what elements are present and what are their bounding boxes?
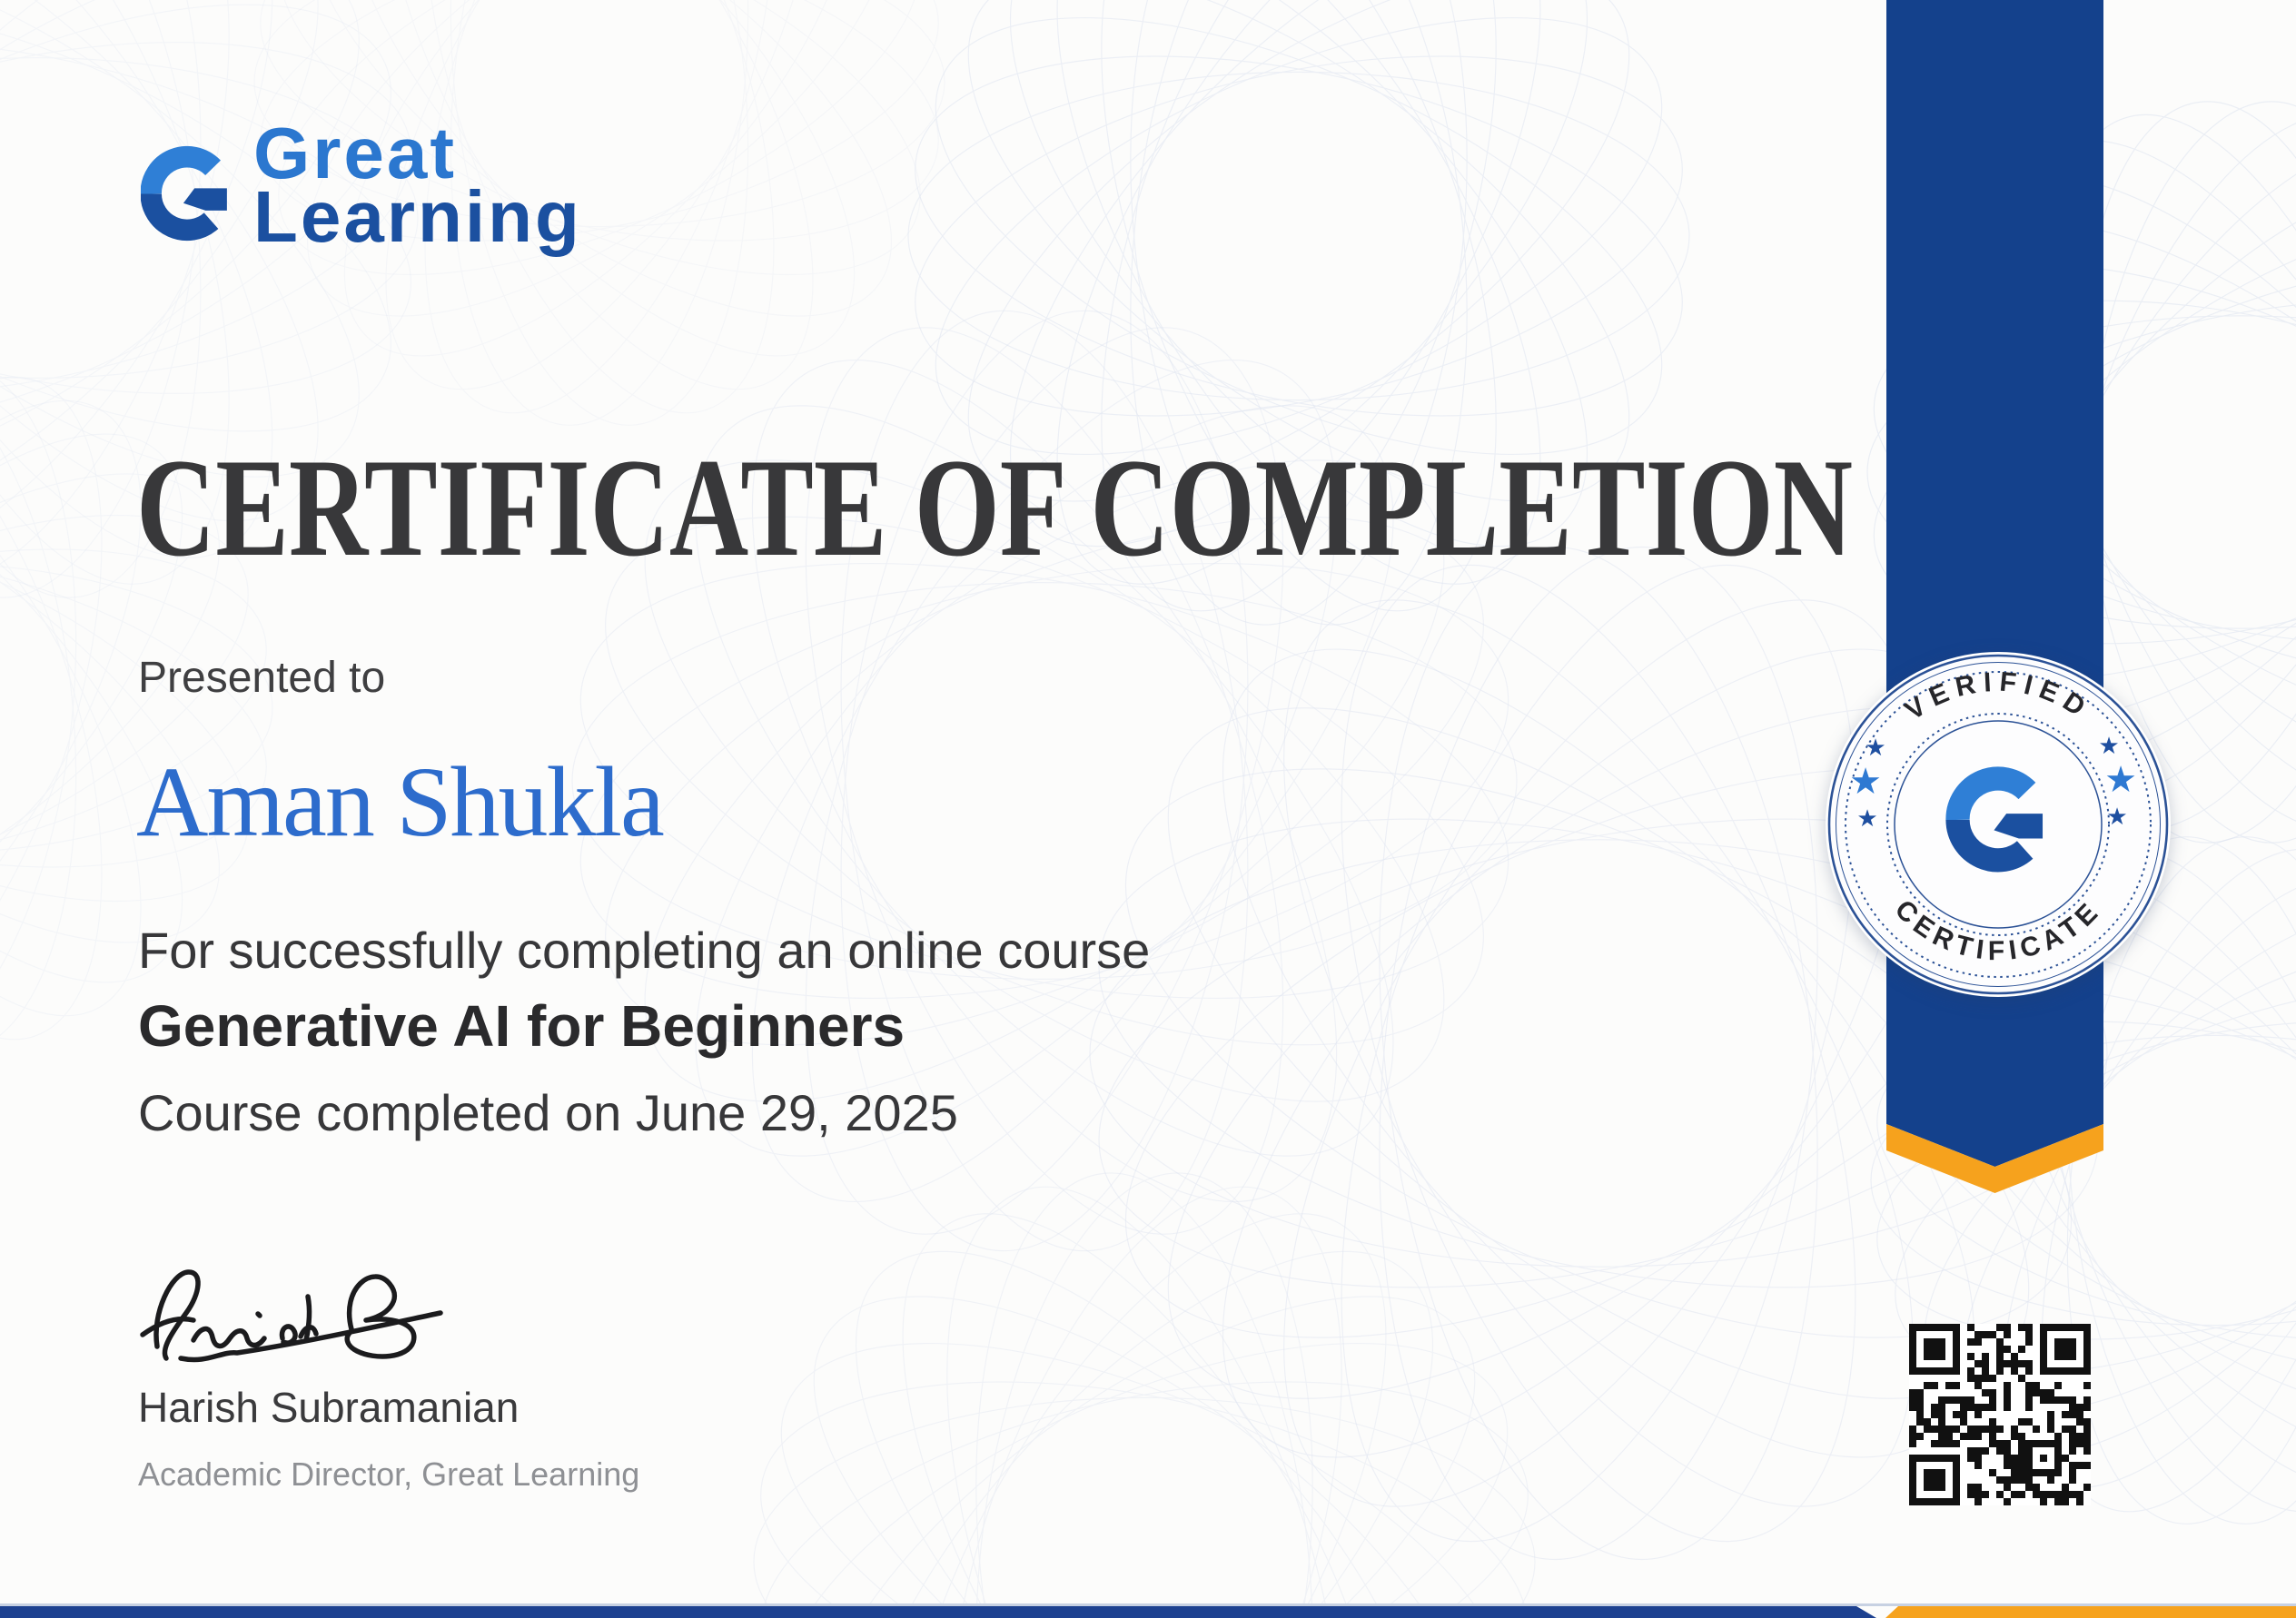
star-icon: ★ (1865, 734, 1886, 761)
brand-word-great: Great (253, 113, 457, 193)
recipient-name: Aman Shukla (136, 746, 663, 857)
footer-accent-line (0, 1603, 2296, 1606)
star-icon: ★ (2104, 760, 2137, 800)
great-learning-g-icon (141, 134, 233, 253)
badge-bottom-text: CERTIFICATE (1888, 894, 2108, 967)
footer-navy-bar (0, 1606, 1876, 1618)
certificate-title: CERTIFICATE OF COMPLETION (136, 429, 1854, 586)
badge-top-text: VERIFIED (1899, 666, 2097, 726)
presented-to-label: Presented to (138, 654, 386, 702)
brand-logo (141, 113, 582, 257)
completion-statement: For successfully completing an online course (138, 922, 1151, 979)
course-name: Generative AI for Beginners (138, 993, 906, 1059)
qr-code (1909, 1324, 2091, 1505)
star-icon: ★ (2106, 803, 2128, 830)
signatory-role: Academic Director, Great Learning (138, 1455, 640, 1493)
footer-orange-bar (1885, 1606, 2296, 1618)
signatory-name: Harish Subramanian (138, 1384, 520, 1431)
star-icon: ★ (1856, 804, 1878, 832)
verification-ribbon (1886, 0, 2103, 1199)
completion-date: Course completed on June 29, 2025 (138, 1084, 958, 1141)
star-icon: ★ (1849, 762, 1882, 802)
footer-bar (0, 1602, 2296, 1618)
brand-word-learning: Learning (253, 176, 582, 257)
star-icon: ★ (2098, 732, 2120, 759)
brand-wordmark (253, 113, 582, 257)
verified-badge (1816, 643, 2180, 1006)
signature-image (135, 1260, 448, 1367)
